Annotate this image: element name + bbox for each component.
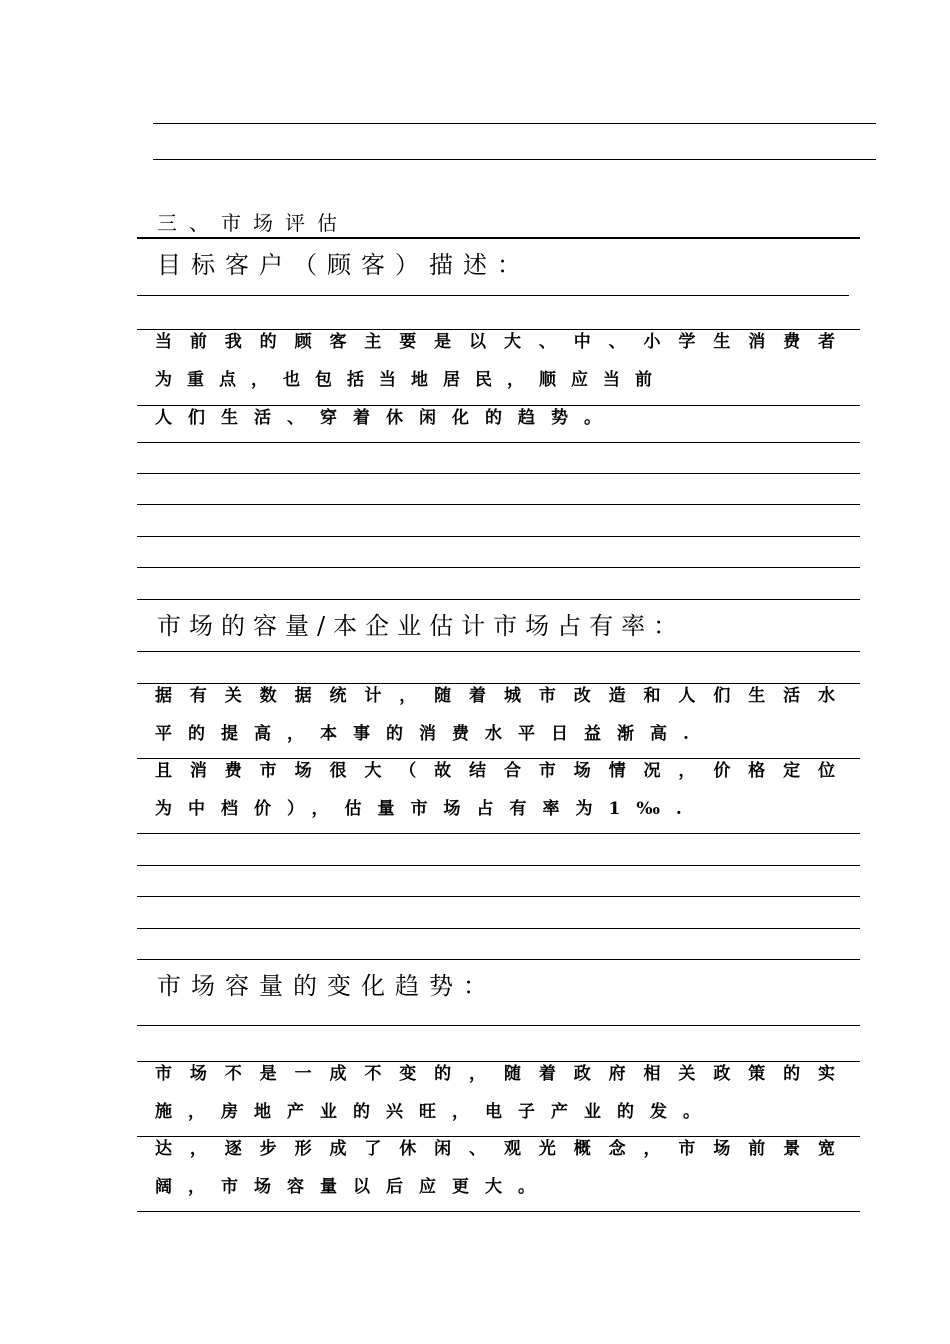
blank-line [137, 536, 860, 537]
blank-line [137, 329, 860, 330]
blank-line [137, 928, 860, 929]
blank-line [137, 295, 849, 296]
blank-line [153, 159, 876, 160]
capacity-line-3: 且消费市场很大（故结合市场情况，价格定位 [155, 761, 835, 781]
blank-line [137, 442, 860, 443]
blank-line [137, 896, 860, 897]
text-underline [137, 405, 860, 406]
capacity-line-4: 为中档价），估量市场占有率为1‰. [155, 799, 698, 819]
customer-heading: 目标客户（顾客）描述： [157, 251, 531, 279]
customer-line-3: 人们生活、穿着休闲化的趋势。 [155, 408, 617, 428]
text-underline [137, 758, 860, 759]
blank-line [137, 504, 860, 505]
trend-line-4: 阔，市场容量以后应更大。 [155, 1177, 551, 1197]
capacity-line-1: 据有关数据统计，随着城市改造和人们生活水 [155, 686, 835, 706]
blank-line [137, 567, 860, 568]
section-title: 三、市场评估 [157, 211, 349, 235]
blank-line [137, 959, 860, 960]
blank-line [137, 1025, 860, 1026]
section-rule [137, 237, 860, 239]
trend-line-2: 施，房地产业的兴旺，电子产业的发。 [155, 1102, 716, 1122]
text-underline [137, 1136, 860, 1137]
blank-line [137, 833, 860, 834]
blank-line [137, 865, 860, 866]
customer-line-1: 当前我的顾客主要是以大、中、小学生消费者 [155, 332, 835, 352]
capacity-heading: 市场的容量/本企业估计市场占有率： [157, 612, 686, 640]
blank-line [137, 683, 860, 684]
trend-line-1: 市场不是一成不变的，随着政府相关政策的实 [155, 1064, 835, 1084]
blank-line [153, 123, 876, 124]
trend-line-3: 达，逐步形成了休闲、观光概念，市场前景宽 [155, 1139, 835, 1159]
text-underline [137, 1211, 860, 1212]
customer-line-2: 为重点，也包括当地居民，顺应当前 [155, 370, 667, 390]
blank-line [137, 651, 860, 652]
trend-heading: 市场容量的变化趋势： [157, 972, 497, 1000]
capacity-line-2: 平的提高，本事的消费水平日益渐高. [155, 724, 705, 744]
blank-line [137, 473, 860, 474]
blank-line [137, 1061, 860, 1062]
blank-line [137, 599, 860, 600]
